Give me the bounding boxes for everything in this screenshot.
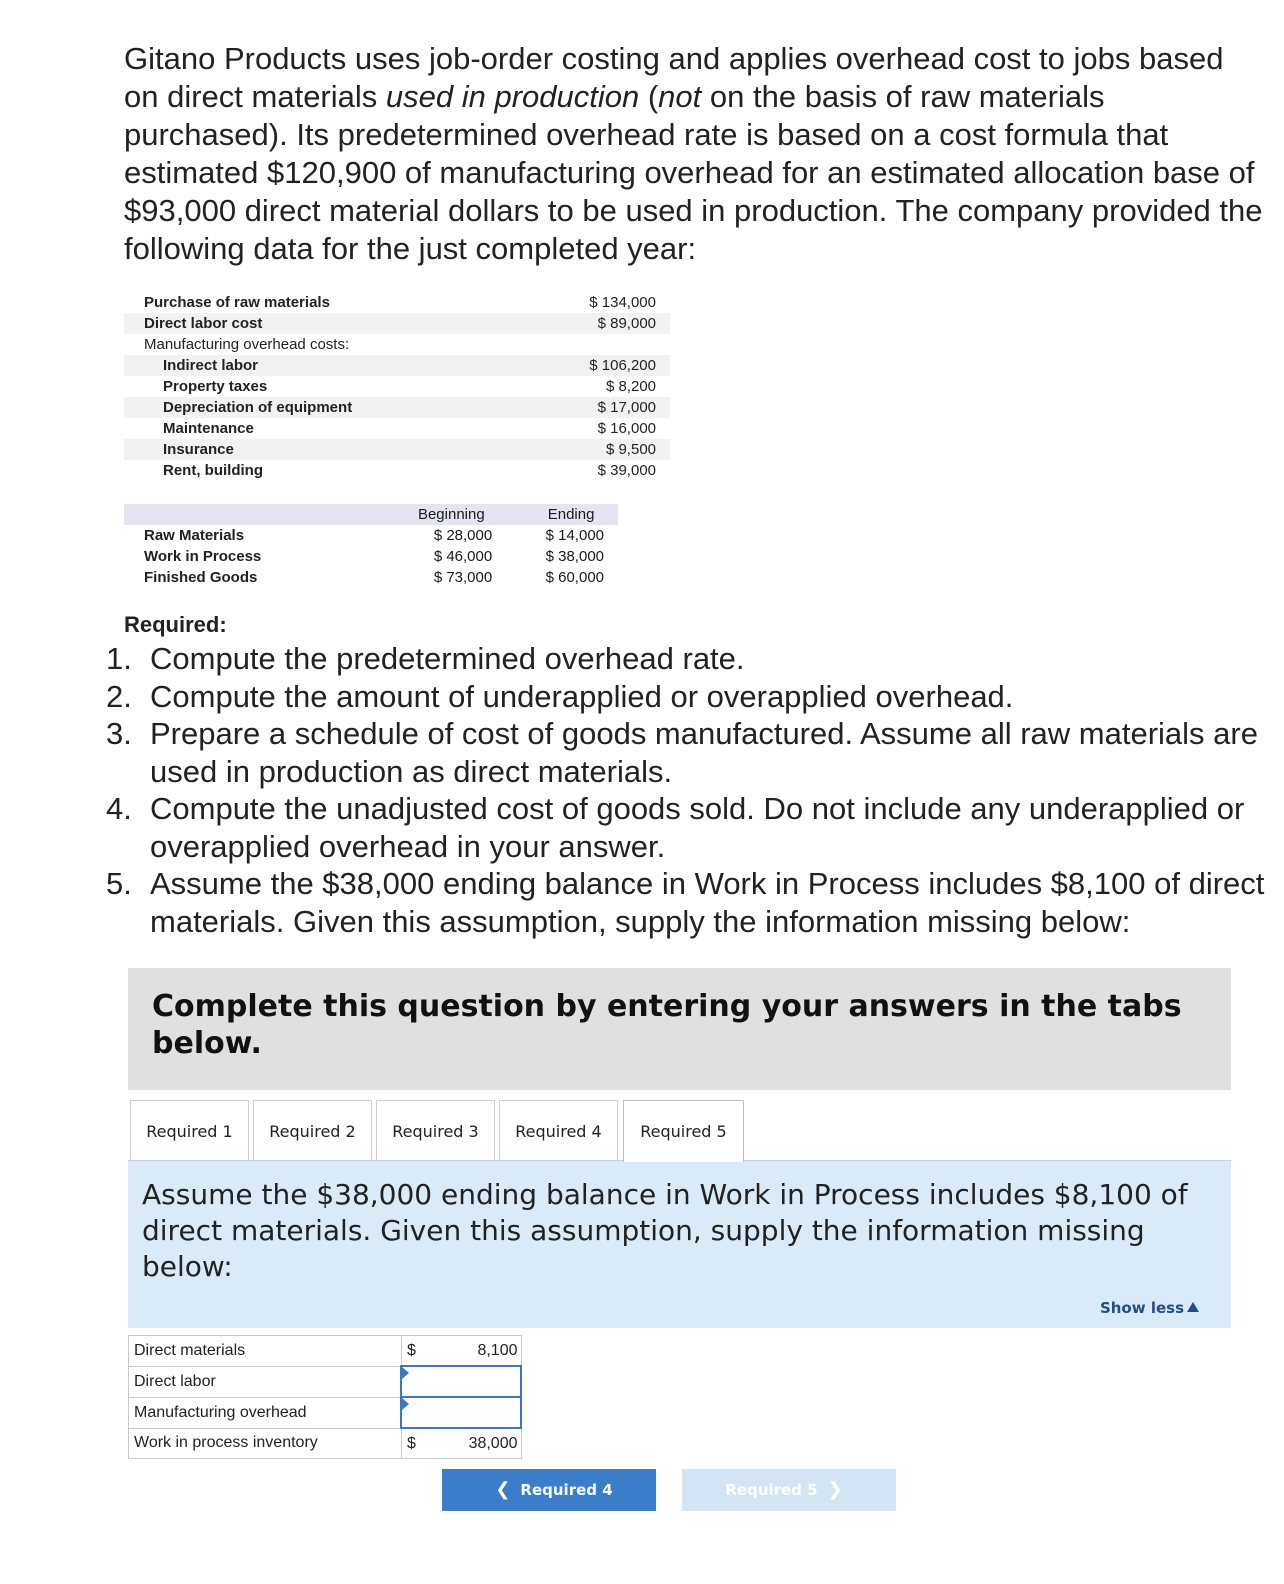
- dollar-sign: $: [401, 1336, 422, 1367]
- cost-row: [124, 292, 670, 313]
- required-item: 1. Compute the predetermined overhead rate.: [106, 641, 745, 676]
- answer-label: Work in process inventory: [129, 1428, 402, 1459]
- cost-row: [124, 376, 670, 397]
- intro-emphasis-1: used in production: [385, 79, 640, 114]
- cost-value: $ 8,200: [605, 378, 656, 395]
- cost-row: [124, 460, 670, 481]
- answer-value: 38,000: [422, 1428, 522, 1459]
- inventory-label: Raw Materials: [144, 527, 245, 544]
- cost-value: $ 16,000: [597, 420, 656, 437]
- cost-row: [124, 355, 670, 376]
- direct-labor-input[interactable]: [401, 1366, 521, 1397]
- chevron-left-icon: ❮: [495, 1479, 511, 1500]
- required-list: [106, 640, 1266, 940]
- tab-required-1[interactable]: Required 1: [130, 1100, 249, 1160]
- required-item: 4. Compute the unadjusted cost of goods sold. Do not include any underapplied or overapplied overhead in your answer.: [106, 791, 1245, 864]
- cost-label: Property taxes: [163, 378, 268, 395]
- inventory-ending: $ 38,000: [545, 548, 604, 565]
- instructions-text: Complete this question by entering your answers in the tabs below.: [152, 989, 1182, 1061]
- cost-label: Indirect labor: [124, 355, 548, 376]
- inventory-row: [124, 525, 618, 546]
- tab-required-5[interactable]: Required 5: [623, 1100, 744, 1162]
- instructions-box: [128, 968, 1231, 1090]
- triangle-up-icon: [1187, 1302, 1199, 1312]
- column-header-ending: Ending: [506, 504, 618, 525]
- cost-value: $ 134,000: [589, 294, 656, 311]
- cost-value: $ 39,000: [597, 462, 656, 479]
- cost-row: [124, 418, 670, 439]
- answer-value: 8,100: [422, 1336, 522, 1367]
- cost-row: [124, 334, 670, 355]
- panel-instructions: Assume the $38,000 ending balance in Work in Process includes $8,100 of direct materials. Given this assumption, supply the information missing below:: [142, 1178, 1188, 1283]
- intro-text-1: Gitano Products uses job-order costing and applies overhead cost to jobs based on direct materials: [124, 41, 1224, 114]
- answer-row: [129, 1397, 522, 1428]
- input-marker-icon: [402, 1367, 409, 1379]
- show-less-link[interactable]: Show less: [1100, 1299, 1199, 1317]
- cost-label: Purchase of raw materials: [144, 294, 330, 311]
- inventory-table: [124, 504, 618, 588]
- answer-label: Direct labor: [129, 1366, 402, 1397]
- inventory-header-row: [124, 504, 618, 525]
- answer-table: [128, 1335, 522, 1459]
- cost-label: Rent, building: [163, 462, 263, 479]
- tab-required-4[interactable]: Required 4: [499, 1100, 618, 1160]
- required-item: 3. Prepare a schedule of cost of goods manufactured. Assume all raw materials are used in production as direct materials.: [106, 716, 1258, 789]
- inventory-ending: $ 60,000: [545, 569, 604, 586]
- problem-intro: [124, 40, 1264, 268]
- cost-data-table: [124, 292, 670, 481]
- answer-row: [129, 1428, 522, 1459]
- manufacturing-overhead-input[interactable]: [401, 1397, 521, 1428]
- answer-row: [129, 1366, 522, 1397]
- chevron-right-icon: ❯: [827, 1479, 843, 1500]
- tab-required-3[interactable]: Required 3: [376, 1100, 495, 1160]
- inventory-beginning: $ 28,000: [433, 527, 493, 544]
- inventory-label: Finished Goods: [144, 569, 258, 586]
- inventory-row: [124, 546, 618, 567]
- cost-label: Direct labor cost: [124, 313, 548, 334]
- tab-panel: [128, 1160, 1231, 1328]
- cost-label: Insurance: [124, 439, 548, 460]
- cost-row: [124, 397, 670, 418]
- inventory-ending: $ 14,000: [545, 527, 604, 544]
- next-button[interactable]: Required 5 ❯: [682, 1469, 896, 1511]
- cost-section-label: Manufacturing overhead costs:: [144, 336, 350, 353]
- inventory-beginning: $ 46,000: [433, 548, 493, 565]
- answer-row: [129, 1336, 522, 1367]
- inventory-beginning: $ 73,000: [433, 569, 493, 586]
- required-item: 2. Compute the amount of underapplied or overapplied overhead.: [106, 678, 1014, 714]
- required-heading: Required:: [124, 612, 227, 637]
- cost-label: Maintenance: [163, 420, 254, 437]
- intro-emphasis-2: not: [658, 79, 702, 114]
- required-item: 5. Assume the $38,000 ending balance in Work in Process includes $8,100 of direct materials. Given this assumption, supply the information missing below:: [106, 866, 1265, 939]
- cost-row: [124, 439, 670, 460]
- previous-button[interactable]: ❮ Required 4: [442, 1469, 656, 1511]
- cost-value: $ 89,000: [548, 313, 670, 334]
- cost-value: $ 106,200: [548, 355, 670, 376]
- column-header-beginning: Beginning: [362, 504, 506, 525]
- input-marker-icon: [402, 1398, 409, 1410]
- cost-row: [124, 313, 670, 334]
- inventory-row: [124, 567, 618, 588]
- cost-value: $ 9,500: [548, 439, 670, 460]
- inventory-label: Work in Process: [144, 548, 262, 565]
- intro-text-3: on the basis of raw materials purchased). Its predetermined overhead rate is based on a cost formula that estimated $120,900 of manufacturing overhead for an estimated allocation base of $93,000 direct material dollars to be used in production. The company provided the following data for the just completed year:: [124, 79, 1263, 266]
- intro-text-2: (: [639, 79, 659, 114]
- dollar-sign: $: [401, 1428, 422, 1459]
- cost-label: Depreciation of equipment: [124, 397, 548, 418]
- answer-label: Manufacturing overhead: [129, 1397, 402, 1428]
- tab-required-2[interactable]: Required 2: [253, 1100, 372, 1160]
- answer-label: Direct materials: [129, 1336, 402, 1367]
- cost-value: $ 17,000: [548, 397, 670, 418]
